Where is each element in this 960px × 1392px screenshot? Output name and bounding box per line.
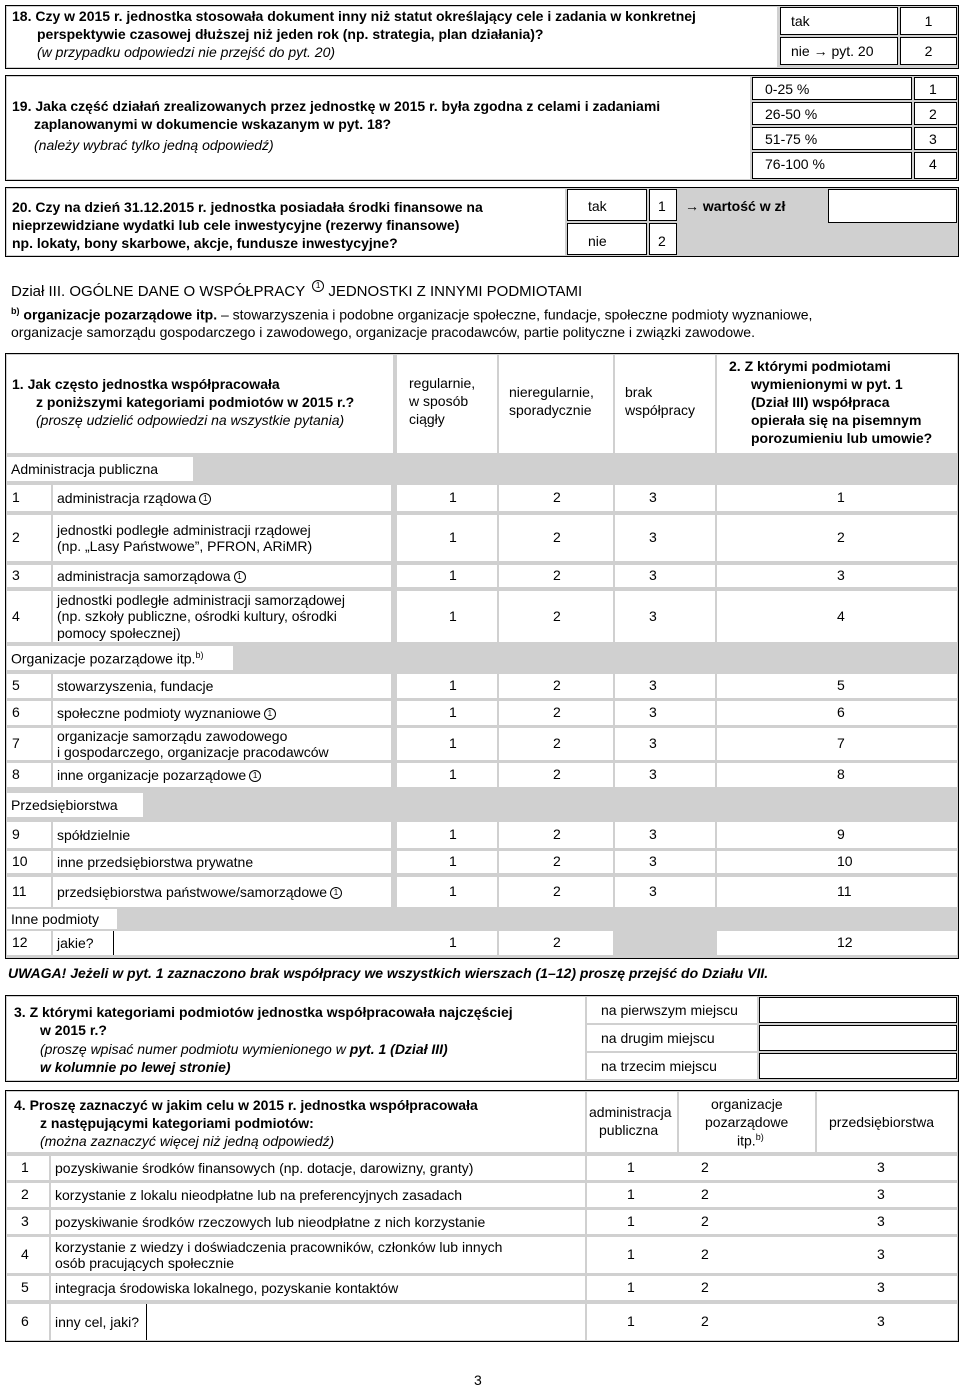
q1-title-2: z poniższymi kategoriami podmiotów w 2015 r.? [36, 394, 355, 410]
q4-other-input[interactable] [146, 1304, 585, 1340]
group-ngo-bar [7, 646, 233, 670]
q20-value-input[interactable] [828, 189, 957, 223]
answer-cell-c2[interactable]: 2 [499, 485, 613, 511]
q19-note: (należy wybrać tylko jedną odpowiedź) [34, 137, 274, 153]
q19-option-1[interactable]: 0-25 % [752, 77, 912, 100]
answer-cell-c3[interactable]: 3 [615, 728, 715, 760]
q3-text-2: w 2015 r.? [40, 1022, 107, 1038]
answer-cell-c1[interactable]: 1 [397, 728, 497, 760]
circle-one-icon: 1 [199, 493, 211, 505]
row-number: 4 [7, 591, 51, 642]
circle-one-icon: 1 [312, 280, 324, 292]
row-number: 2 [7, 515, 51, 561]
q4-row-number: 6 [7, 1304, 49, 1340]
row-label: inne organizacje pozarządowe 1 [53, 763, 391, 787]
q20-text-2: nieprzewidziane wydatki lub cele inwestycyjne (rezerwy finansowe) [12, 217, 460, 233]
row-label: społeczne podmioty wyznaniowe 1 [53, 701, 391, 725]
section3-title: Dział III. OGÓLNE DANE O WSPÓŁPRACY 1 JEDNOSTKI Z INNYMI PODMIOTAMI [11, 281, 583, 300]
answer-cell-c4[interactable]: 9 [717, 822, 957, 848]
answer-cell-c3[interactable]: 3 [615, 822, 715, 848]
answer-cell-c1[interactable]: 1 [397, 565, 497, 587]
q4-row-label: integracja środowiska lokalnego, pozyskanie kontaktów [51, 1276, 585, 1300]
answer-cell-c2[interactable]: 2 [499, 701, 613, 725]
answer-cell-c3[interactable]: 3 [615, 851, 715, 873]
answer-cell-c3[interactable]: 3 [615, 701, 715, 725]
row-number: 8 [7, 763, 51, 787]
q1-col3-head: brak współpracy [615, 355, 715, 453]
q4-row-label: korzystanie z lokalu nieodpłatne lub na preferencyjnych zasadach [51, 1183, 585, 1207]
row-number: 10 [7, 851, 51, 873]
answer-cell-c1[interactable]: 1 [397, 701, 497, 725]
q20-value-label: → wartość w zł [685, 198, 786, 214]
q4-row-label: inny cel, jaki? [51, 1304, 146, 1340]
answer-cell-c1[interactable]: 1 [397, 877, 497, 907]
circle-one-icon: 1 [264, 708, 276, 720]
other-specify-input[interactable] [113, 931, 413, 955]
answer-cell-c4[interactable]: 3 [717, 565, 957, 587]
answer-cell-c3[interactable]: 3 [615, 485, 715, 511]
circle-one-icon: 1 [234, 571, 246, 583]
answer-cell-c4[interactable]: 4 [717, 591, 957, 642]
answer-cell-c1[interactable]: 1 [397, 674, 497, 698]
row-label: jakie? [53, 931, 113, 955]
answer-cell-c1[interactable]: 1 [397, 515, 497, 561]
group-biz: Przedsiębiorstwa [11, 797, 118, 813]
row-label: organizacje samorządu zawodowego i gospodarczego, organizacje pracodawców [53, 728, 391, 760]
q4-col1-head: administracja publiczna [587, 1092, 677, 1152]
q18-opt1[interactable]: tak [780, 7, 898, 35]
q3-text-3: (proszę wpisać numer podmiotu wymienionego w pyt. 1 (Dział III) [40, 1041, 448, 1057]
answer-cell-c4[interactable]: 11 [717, 877, 957, 907]
row-number: 3 [7, 565, 51, 587]
q19-option-code-2[interactable]: 2 [914, 102, 957, 125]
q4-row-number: 1 [7, 1156, 49, 1180]
answer-cell-c4[interactable]: 5 [717, 674, 957, 698]
answer-cell-c1[interactable]: 1 [397, 591, 497, 642]
answer-cell-c3[interactable]: 3 [615, 674, 715, 698]
answer-cell-c2[interactable]: 2 [499, 728, 613, 760]
warning: UWAGA! Jeżeli w pyt. 1 zaznaczono brak współpracy we wszystkich wierszach (1–12) proszę przejść do Działu VII. [8, 965, 769, 981]
q19-option-code-1[interactable]: 1 [914, 77, 957, 100]
row-label: jednostki podległe administracji samorządowej (np. szkoły publiczne, ośrodki kultury, ośrodki pomocy społecznej) [53, 591, 391, 642]
q4-answer-cells[interactable]: 1 2 3 [587, 1156, 957, 1180]
q4-row-number: 4 [7, 1237, 49, 1273]
q20-code1[interactable]: 1 [649, 189, 677, 221]
answer-cell-c2[interactable]: 2 [499, 851, 613, 873]
q4-answer-cells[interactable]: 1 2 3 [587, 1304, 957, 1340]
group-admin: Administracja publiczna [11, 461, 159, 477]
row-number: 9 [7, 822, 51, 848]
q4-answer-cells[interactable]: 1 2 3 [587, 1183, 957, 1207]
q4-row-label: pozyskiwanie środków finansowych (np. dotacje, darowizny, granty) [51, 1156, 585, 1180]
q3-place-input-3[interactable] [759, 1053, 957, 1079]
answer-cell-c3[interactable]: 3 [615, 763, 715, 787]
q20-text-3: np. lokaty, bony skarbowe, akcje, fundusze inwestycyjne? [12, 235, 398, 251]
q19-option-2[interactable]: 26-50 % [752, 102, 912, 125]
q4-answer-cells[interactable]: 1 2 3 [587, 1276, 957, 1300]
q19-text-2: zaplanowanymi w dokumencie wskazanym w pyt. 18? [34, 116, 392, 132]
q19-option-code-3[interactable]: 3 [914, 127, 957, 150]
circle-one-icon: 1 [330, 887, 342, 899]
row-label: spółdzielnie [53, 822, 391, 848]
group-other-bar [7, 909, 117, 929]
answer-cell-c4[interactable]: 10 [717, 851, 957, 873]
row-label: administracja samorządowa 1 [53, 565, 391, 587]
answer-cell-c2[interactable]: 2 [499, 515, 613, 561]
q3-place-label-1: na pierwszym miejscu [587, 997, 757, 1023]
answer-cell-c3[interactable]: 3 [615, 515, 715, 561]
group-biz-bar [7, 793, 143, 817]
q4-answer-cells[interactable]: 1 2 3 [587, 1210, 957, 1234]
q18-text-2: perspektywie czasowej dłuższej niż jeden rok (np. strategia, plan działania)? [37, 26, 544, 42]
answer-cell-c4[interactable]: 2 [717, 515, 957, 561]
q4-text-1: 4. Proszę zaznaczyć w jakim celu w 2015 r. jednostka współpracowała [14, 1097, 478, 1113]
q1-col2-head: nieregularnie, sporadycznie [499, 355, 613, 453]
answer-cell-c1[interactable]: 1 [397, 485, 497, 511]
q3-place-input-1[interactable] [759, 997, 957, 1023]
section3-footnote-2: organizacje samorządu gospodarczego i zawodowego, organizacje pracodawców, partie polityczne i związki zawodowe. [11, 324, 755, 340]
q18-note: (w przypadku odpowiedzi nie przejść do pyt. 20) [37, 44, 336, 60]
answer-cell-c1[interactable]: 1 [397, 763, 497, 787]
q18-code1[interactable]: 1 [900, 7, 957, 35]
row-number: 1 [7, 485, 51, 511]
answer-cell-c3[interactable]: 3 [615, 565, 715, 587]
row-label: stowarzyszenia, fundacje [53, 674, 391, 698]
q20-opt1[interactable]: tak [567, 189, 647, 221]
q4-text-3: (można zaznaczyć więcej niż jedną odpowiedź) [40, 1133, 335, 1149]
row-number: 11 [7, 877, 51, 907]
answer-cell-c4[interactable]: 6 [717, 701, 957, 725]
q4-row-label: pozyskiwanie środków rzeczowych lub nieodpłatne z nich korzystanie [51, 1210, 585, 1234]
q4-col2-head: organizacje pozarządowe itp.$^{b)}$ [679, 1092, 815, 1152]
row-number: 7 [7, 728, 51, 760]
page-number: 3 [474, 1372, 482, 1388]
q1-note: (proszę udzielić odpowiedzi na wszystkie pytania) [36, 412, 345, 428]
answer-cell-c2[interactable]: 2 [499, 822, 613, 848]
answer-cell-c4[interactable]: 7 [717, 728, 957, 760]
answer-cell-c4[interactable]: 1 [717, 485, 957, 511]
q19-option-4[interactable]: 76-100 % [752, 152, 912, 179]
row-label: jednostki podległe administracji rządowej (np. „Lasy Państwowe”, PFRON, ARiMR) [53, 515, 391, 561]
q20-opt2[interactable]: nie [567, 223, 647, 255]
q4-col3-head: przedsiębiorstwa [817, 1092, 957, 1152]
q3-place-input-2[interactable] [759, 1025, 957, 1051]
answer-cell-c1[interactable]: 1 [397, 851, 497, 873]
answer-cell-c2[interactable]: 2 [499, 674, 613, 698]
q18-code2[interactable]: 2 [900, 37, 957, 65]
q3-place-label-3: na trzecim miejscu [587, 1053, 757, 1079]
q20-text-1: 20. Czy na dzień 31.12.2015 r. jednostka posiadała środki finansowe na [12, 199, 483, 215]
answer-cell-c3[interactable]: 3 [615, 877, 715, 907]
row-number: 6 [7, 701, 51, 725]
row-number: 5 [7, 674, 51, 698]
q4-row-number: 5 [7, 1276, 49, 1300]
q4-row-label: korzystanie z wiedzy i doświadczenia pracowników, członków lub innych osób pracujących społecznie [51, 1237, 585, 1273]
row-label: inne przedsiębiorstwa prywatne [53, 851, 391, 873]
q19-option-3[interactable]: 51-75 % [752, 127, 912, 150]
q2-header: 2. Z którymi podmiotami wymienionymi w pyt. 1 (Dział III) współpraca opierała się na pisemnym porozumieniu lub umowie? [717, 355, 957, 453]
answer-cell-c2[interactable]: 2 [499, 763, 613, 787]
answer-cell-c2[interactable]: 2 [499, 591, 613, 642]
answer-cell-c2[interactable]: 2 [499, 565, 613, 587]
q4-text-2: z następującymi kategoriami podmiotów: [40, 1115, 314, 1131]
answer-cell-c3[interactable]: 3 [615, 591, 715, 642]
q20-code2[interactable]: 2 [649, 223, 677, 255]
q19-text-1: 19. Jaka część działań zrealizowanych przez jednostkę w 2015 r. była zgodna z celami i zadaniami [12, 98, 661, 114]
row-label: administracja rządowa 1 [53, 485, 391, 511]
answer-cell-c2[interactable]: 2 [499, 877, 613, 907]
answer-cell-c2[interactable]: 2 [499, 931, 613, 955]
answer-cell-c4[interactable]: 8 [717, 763, 957, 787]
q4-row-number: 2 [7, 1183, 49, 1207]
answer-cell-c1[interactable]: 1 [397, 822, 497, 848]
group-ngo: Organizacje pozarządowe itp.$^{b)}$ [11, 650, 204, 667]
q4-answer-cells[interactable]: 1 2 3 [587, 1237, 957, 1273]
row-label: przedsiębiorstwa państwowe/samorządowe 1 [53, 877, 391, 907]
section3-footnote-1: $^{b)}$ organizacje pozarządowe itp. – stowarzyszenia i podobne organizacje społeczne, fundacje, społeczne podmioty wyznaniowe, [11, 306, 813, 323]
q1-col1-head: regularnie, w sposób ciągły [397, 355, 497, 453]
q18-opt2[interactable]: nie → pyt. 20 [780, 37, 898, 65]
answer-cell-c1[interactable]: 1 [397, 931, 497, 955]
q1-title-1: 1. Jak często jednostka współpracowała [12, 376, 280, 392]
answer-cell-c4[interactable]: 12 [717, 931, 957, 955]
q19-option-code-4[interactable]: 4 [914, 152, 957, 179]
row-number: 12 [7, 931, 51, 955]
circle-one-icon: 1 [249, 770, 261, 782]
q3-text-4: w kolumnie po lewej stronie) [40, 1059, 231, 1075]
q18-text-1: 18. Czy w 2015 r. jednostka stosowała dokument inny niż statut określający cele i zadania w konkretnej [12, 8, 696, 24]
q4-row-number: 3 [7, 1210, 49, 1234]
group-admin-bar [7, 457, 193, 481]
q3-place-label-2: na drugim miejscu [587, 1025, 757, 1051]
group-other: Inne podmioty [11, 911, 99, 927]
q3-text-1: 3. Z którymi kategoriami podmiotów jednostka współpracowała najczęściej [14, 1004, 513, 1020]
